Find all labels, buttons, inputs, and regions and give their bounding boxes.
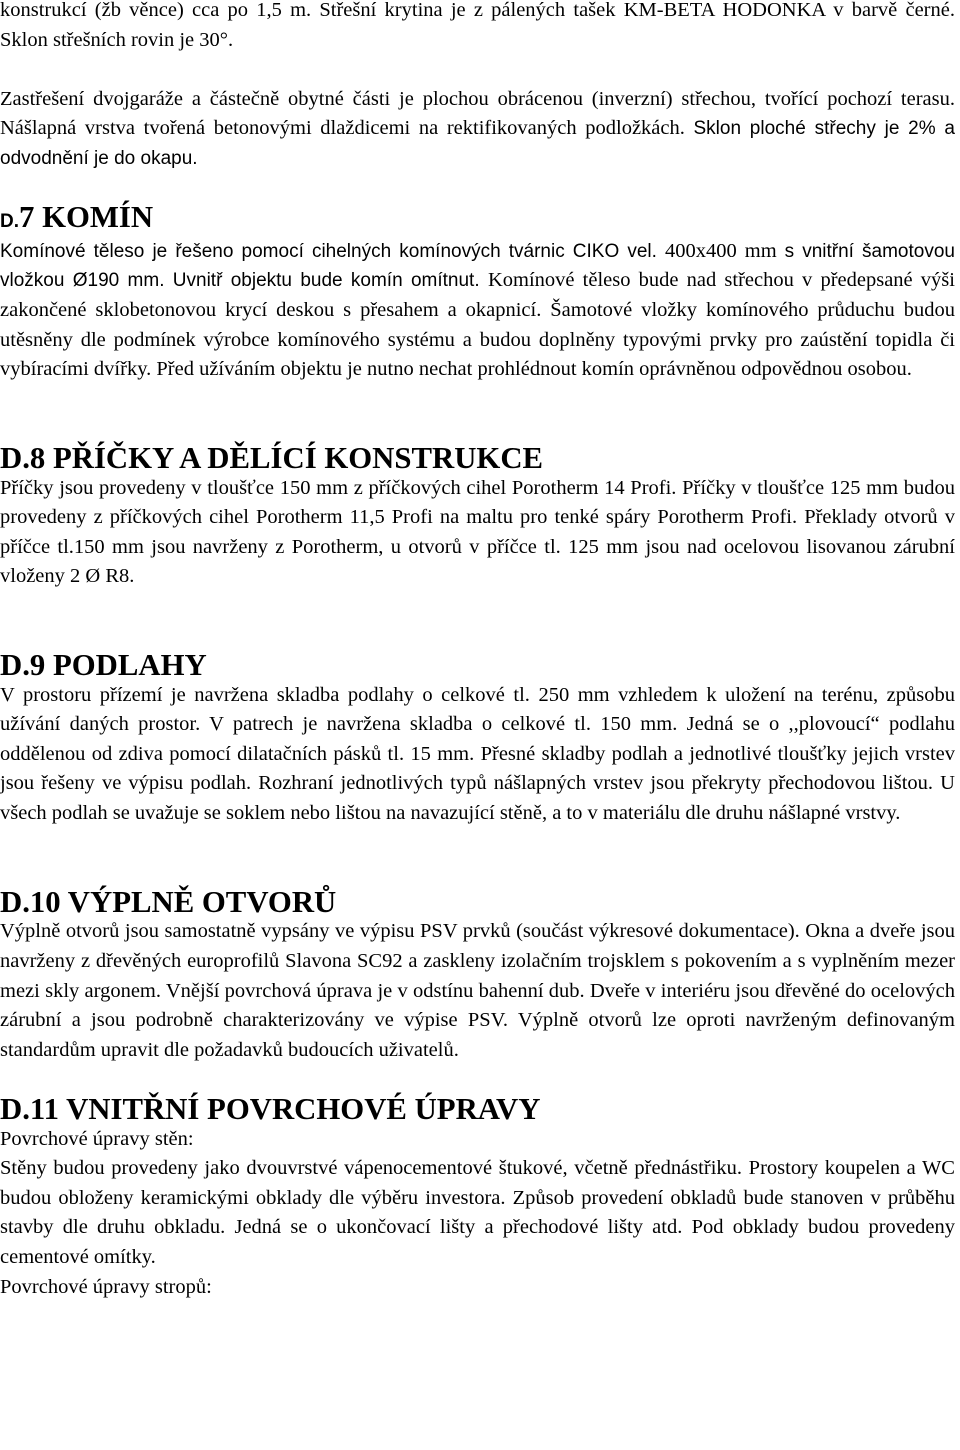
heading-d7-text: 7 KOMÍN [19, 200, 154, 235]
d11-subheading-ceilings [0, 1273, 955, 1303]
d7-text-d: Komínové těleso bude nad střechou v předepsané výši zakončené sklobetonovou krycí deskou s přesahem a okapnicí. [0, 269, 955, 321]
d7-text-b: 400x400 mm [665, 239, 785, 262]
spacer [0, 829, 955, 888]
flat-roof-slope-text: Sklon ploché střechy je 2% a odvodnění je do okapu. [0, 118, 955, 169]
heading-d7-prefix: D. [0, 211, 19, 233]
heading-d9-text: D.9 PODLAHY [0, 648, 207, 683]
section-heading-d10 [0, 884, 955, 919]
d11-subheading-walls [0, 1125, 955, 1155]
d8-text: Příčky jsou provedeny v tloušťce 150 mm z příčkových cihel Porotherm 14 Profi. Příčky v tloušťce 125 mm budou provedeny z příčkových cihel Porotherm 11,5 Profi na maltu pro tenké spáry Porotherm Profi. Překlady otvorů v příčce tl.150 mm jsou navrženy z Porotherm, u otvorů v příčce tl. 125 mm jsou nad ocelovou lisovanou zárubní vloženy 2 Ø R8. [0, 476, 955, 588]
spacer [0, 1065, 955, 1095]
section-heading-d11 [0, 1091, 955, 1126]
spacer [0, 385, 955, 444]
d10-text: Výplně otvorů jsou samostatně vypsány ve výpisu PSV prvků (součást výkresové dokumentace). Okna a dveře jsou navrženy z dřevěných europrofilů Slavona SC92 a zaskleny izolačním trojsklem s pokovením a s vyplněním mezer mezi skly argonem. Vnější povrchová úprava je v odstínu bahenní dub. Dveře v interiéru jsou dřevěné do ocelových zárubní a jsou podrobně charakterizovány ve výpise PSV. Výplně otvorů lze oproti navrženým definovaným standardům upravit dle požadavků budoucích uživatelů. [0, 920, 955, 1061]
d7-text-c: s vnitřní šamotovou vložkou Ø190 mm. Uvnitř objektu bude komín omítnut. [0, 240, 955, 292]
heading-d11-text: D.11 VNITŘNÍ POVRCHOVÉ ÚPRAVY [0, 1091, 541, 1126]
heading-d10-text: D.10 VÝPLNĚ OTVORŮ [0, 884, 337, 919]
d7-text-e: Šamotové vložky komínového průduchu budou utěsněny dle podmínek výrobce komínového systému a budou doplněny typovými prvky pro zaústění topidla či vybíracími dvířky. [0, 298, 955, 381]
section-heading-d7 [0, 200, 955, 237]
heading-d8-text: D.8 PŘÍČKY A DĚLÍCÍ KONSTRUKCE [0, 440, 544, 475]
intro-roof-text: konstrukcí (žb věnce) cca po 1,5 m. Střešní krytina je z pálených tašek KM-BETA HODONKA v barvě černé. Sklon střešních rovin je 30°. [0, 0, 955, 51]
walls-text: Stěny budou provedeny jako dvouvrstvé vápenocementové štukové, včetně přednástřiku. Prostory koupelen a WC budou obloženy keramickými obklady dle výběru investora. Způsob provedení obkladů bude stanoven v průběhu stavby dle druhu obkladu. Jedná se o ukončovací lišty a přechodové lišty atd. Pod obklady budou provedeny cementové omítky. [0, 1157, 955, 1268]
walls-subheading-text: Povrchové úpravy stěn: [0, 1127, 194, 1150]
section-d9-text [0, 681, 955, 829]
flat-roof-text: Zastřešení dvojgaráže a částečně obytné části je plochou obrácenou (inverzní) střechou, tvořící pochozí terasu. Nášlapná vrstva tvořená betonovými dlaždicemi na rektifikovaných podložkách. [0, 87, 955, 140]
section-heading-d9 [0, 648, 955, 683]
section-d10-text [0, 917, 955, 1065]
intro-paragraph-roof [0, 0, 955, 55]
d7-text-a: Komínové těleso je řešeno pomocí cihelných komínových tvárnic CIKO vel. [0, 240, 666, 262]
spacer [0, 55, 955, 85]
ceilings-subheading-text: Povrchové úpravy stropů: [0, 1275, 212, 1298]
d7-text-f: Před užíváním objektu je nutno nechat prohlédnout komín oprávněnou odpovědnou osobou. [156, 358, 912, 381]
spacer [0, 592, 955, 651]
intro-paragraph-flat-roof [0, 85, 955, 174]
section-d11-walls-text [0, 1154, 955, 1272]
section-d8-text [0, 474, 955, 592]
section-d7-text [0, 237, 955, 385]
spacer [0, 174, 955, 204]
d9-text: V prostoru přízemí je navržena skladba podlahy o celkové tl. 250 mm vzhledem k uložení na terénu, způsobu užívání daných prostor. V patrech je navržena skladba o celkové tl. 150 mm. Jedná se o ,,plovoucí“ podlahu oddělenou od zdiva pomocí dilatačních pásků tl. 15 mm. Přesné skladby podlah a jednotlivé tloušťky jejich vrstev jsou řešeny ve výpisu podlah. Rozhraní jednotlivých typů nášlapných vrstev jsou překryty přechodovou lištou. U všech podlah se uvažuje se soklem nebo lištou na navazující stěně, a to v materiálu dle druhu nášlapné vrstvy. [0, 683, 955, 825]
section-heading-d8 [0, 440, 955, 475]
